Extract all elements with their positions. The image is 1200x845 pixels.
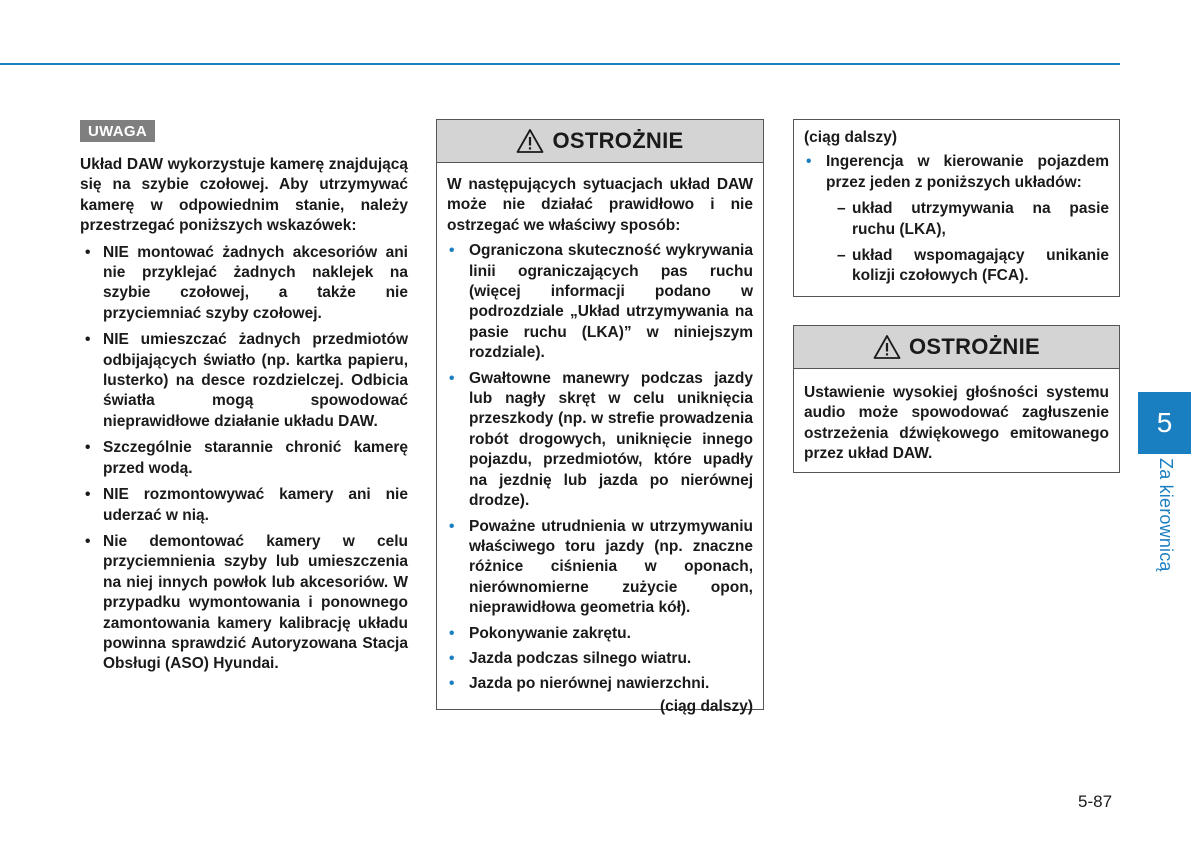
list-item: • Szczególnie starannie chronić kamerę przed wodą.: [85, 439, 408, 477]
caution-box-1-continued: [793, 119, 1120, 297]
bullet-icon: •: [85, 243, 91, 261]
top-rule: [0, 63, 1120, 65]
caution-intro: W następujących sytuacjach układ DAW może nie działać prawidłowo i nie ostrzegać we właściwy sposób:: [447, 176, 753, 234]
bullet-icon: •: [449, 242, 455, 260]
list-item: • Poważne utrudnienia w utrzymywaniu właściwego toru jazdy (np. znaczne różnice ciśnienia w oponach, nierównomierne zużycie opon, nieprawidłowa geometria kół).: [449, 517, 753, 617]
caution-list: [447, 241, 753, 695]
bullet-icon: •: [806, 153, 812, 171]
dash-item: – układ utrzymywania na pasie ruchu (LKA),: [837, 200, 1109, 238]
dash-icon: –: [837, 200, 846, 218]
bullet-icon: •: [449, 649, 455, 667]
bullet-icon: •: [85, 532, 91, 550]
caution-body: [794, 369, 1119, 473]
caution-text: Ustawienie wysokiej głośności systemu audio może spowodować zagłuszenie ostrzeżenia dźwiękowego emitowanego przez układ DAW.: [804, 384, 1109, 463]
caution-body: [437, 163, 763, 727]
continued-header: (ciąg dalszy): [804, 129, 898, 146]
dash-icon: –: [837, 247, 846, 265]
bullet-icon: •: [449, 624, 455, 642]
notice-intro: Układ DAW wykorzystuje kamerę znajdującą się na szybie czołowej. Aby utrzymywać kamerę w odpowiednim stanie, należy przestrzegać poniższych wskazówek:: [80, 156, 408, 235]
bullet-icon: •: [85, 331, 91, 349]
list-item: • Nie demontować kamery w celu przyciemnienia szyby lub umieszczenia na niej innych powłok lub akcesoriów. W przypadku wymontowania i ponownego zamontowania kamery kalibrację układu powinna sprawdzić Autoryzowana Stacja Obsługi (ASO) Hyundai.: [85, 532, 408, 673]
bullet-icon: •: [449, 517, 455, 535]
chapter-label: Za kierownicą: [1156, 458, 1176, 572]
caution-body: [794, 120, 1119, 295]
caution-box-2: [793, 325, 1120, 473]
bullet-icon: •: [449, 369, 455, 387]
notice-list: [80, 243, 408, 675]
bullet-icon: •: [85, 439, 91, 457]
list-item: • Gwałtowne manewry podczas jazdy lub nagły skręt w celu uniknięcia przeszkody (np. w strefie prowadzenia robót drogowych, uniknięcie innego pojazdu, przedmiotów, które upadły na jezdnię lub jazda po nierównej drodze).: [449, 369, 753, 510]
notice-badge: UWAGA: [80, 120, 155, 142]
continued-label: (ciąg dalszy): [659, 697, 753, 715]
list-item: • Ingerencja w kierowanie pojazdem przez jeden z poniższych układów:: [806, 153, 1109, 191]
page-number: 5-87: [1078, 792, 1113, 811]
list-item: • Jazda podczas silnego wiatru.: [447, 649, 753, 669]
list-item: • NIE montować żadnych akcesoriów ani nie przyklejać żadnych naklejek na szybie czołowej, a także nie przyciemniać szyby czołowej.: [85, 243, 408, 322]
warning-triangle-icon: [516, 128, 544, 154]
list-item: • Pokonywanie zakrętu.: [447, 624, 753, 644]
list-item: • Jazda po nierównej nawierzchni.: [447, 674, 753, 694]
list-item: • NIE rozmontowywać kamery ani nie uderzać w nią.: [85, 486, 408, 524]
caution-box-1: [436, 119, 764, 715]
list-item: • NIE umieszczać żadnych przedmiotów odbijających światło (np. kartka papieru, lusterko) na desce rozdzielczej. Odbicia światła mogą spowodować nieprawidłowe działanie układu DAW.: [85, 331, 408, 430]
bullet-icon: •: [449, 675, 455, 693]
caution-title: OSTROŻNIE: [552, 128, 684, 153]
notice-column: [80, 120, 408, 675]
warning-triangle-icon: [873, 334, 901, 360]
dash-item: – układ wspomagający unikanie kolizji czołowych (FCA).: [837, 247, 1109, 285]
caution-list: [804, 152, 1109, 193]
caution-header: [794, 326, 1119, 369]
chapter-tab: 5: [1138, 392, 1191, 454]
caution-header: [437, 120, 763, 163]
caution-title: OSTROŻNIE: [908, 334, 1041, 359]
bullet-icon: •: [85, 486, 91, 504]
list-item: • Ograniczona skuteczność wykrywania linii ograniczających pas ruchu (więcej informacji podano w podrozdziale „Układ utrzymywania na pasie ruchu (LKA)” w niniejszym rozdziale).: [449, 242, 753, 362]
